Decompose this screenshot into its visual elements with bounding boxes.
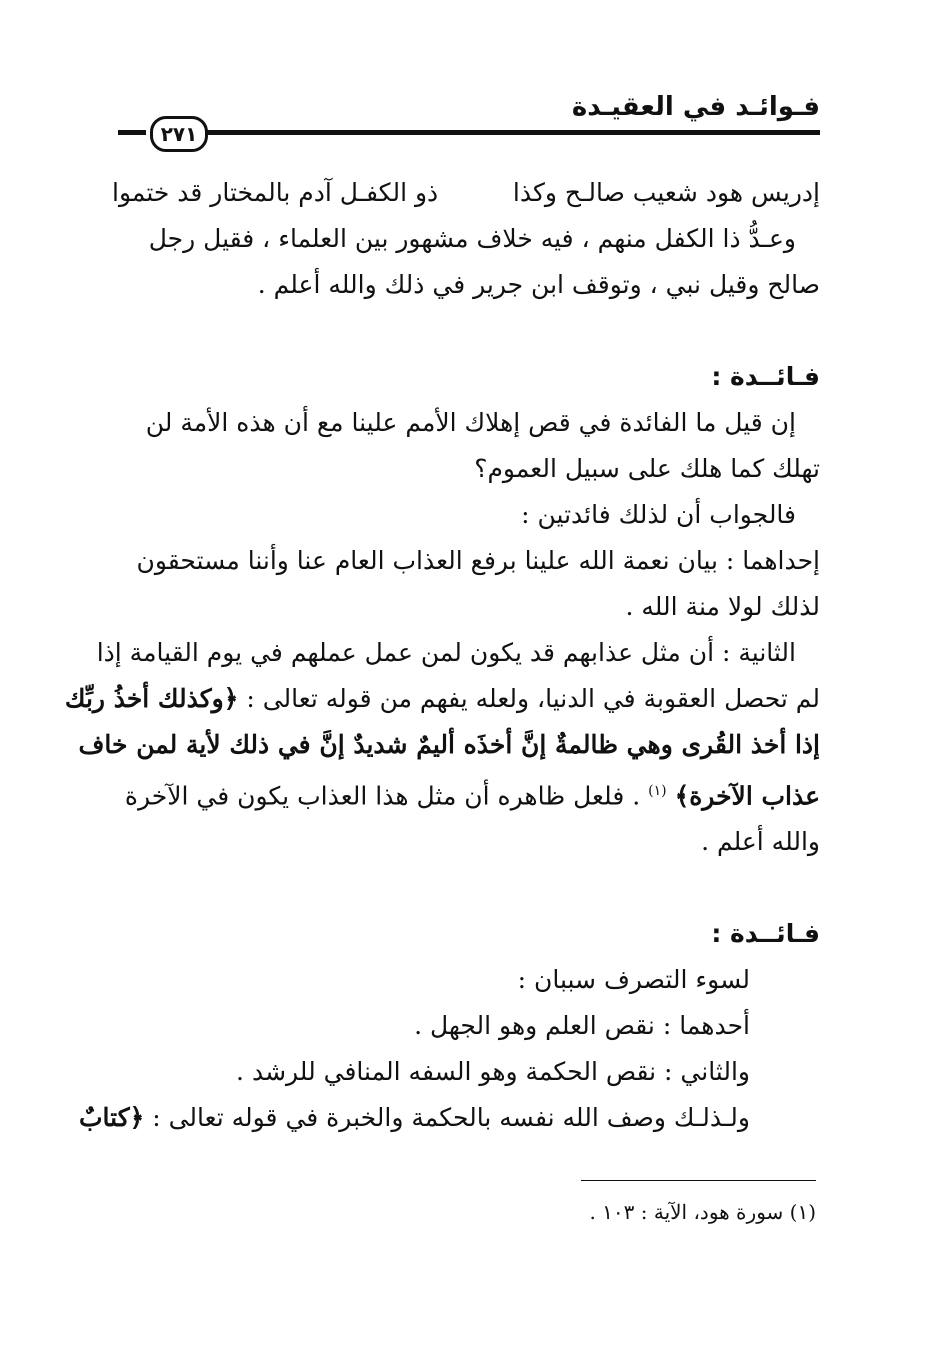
text-line — [64, 676, 820, 722]
quran-quote: إذا أخذ القُرى وهي ظالمةٌ إنَّ أخذَه أليمٌ شديدٌ إنَّ في ذلك لأية لمن خاف — [78, 730, 820, 759]
page-header — [110, 92, 820, 152]
text-line — [112, 768, 820, 819]
poem-verse — [112, 170, 820, 216]
verse-first-hemistich: إدريس هود شعيب صالـح وكذا — [512, 178, 820, 207]
spacer — [112, 308, 820, 354]
text-line: أحدهما : نقص العلم وهو الجهل . — [414, 1011, 750, 1041]
text-line: إحداهما : بيان نعمة الله علينا برفع العذاب العام عنا وأننا مستحقون — [136, 546, 820, 575]
text-run: ولـذلـك وصف الله نفسه بالحكمة والخبرة في قوله تعالى : — [152, 1103, 750, 1133]
quran-quote: ﴿وكذلك أخذُ ربِّك — [64, 684, 239, 713]
page-body — [64, 170, 820, 1141]
text-line: لسوء التصرف سببان : — [517, 965, 750, 995]
text-line: الثانية : أن مثل عذابهم قد يكون لمن عمل عملهم في يوم القيامة إذا — [96, 638, 796, 667]
running-title: فـوائـد في العقيـدة — [571, 92, 820, 122]
text-line: لذلك لولا منة الله . — [625, 592, 820, 621]
text-line: فالجواب أن لذلك فائدتين : — [521, 500, 796, 529]
footnote-separator — [581, 1180, 816, 1181]
text-run: لم تحصل العقوبة في الدنيا، ولعله يفهم من قوله تعالى : — [246, 684, 820, 713]
quran-quote: عذاب الآخرة﴾ — [674, 781, 820, 811]
text-line: والله أعلم . — [701, 827, 820, 857]
header-rule-short — [118, 130, 146, 135]
header-rule — [205, 130, 820, 135]
footnote-reference[interactable]: (١) — [648, 783, 667, 799]
text-line — [79, 1095, 820, 1141]
section-heading: فـائــدة : — [711, 362, 820, 391]
footnote: (١) سورة هود، الآية : ١٠٣ . — [589, 1200, 816, 1224]
section-heading: فـائــدة : — [711, 919, 820, 949]
quran-quote: ﴿كتابٌ — [79, 1103, 145, 1133]
verse-second-hemistich: ذو الكفـل آدم بالمختار قد ختموا — [112, 178, 439, 207]
text-line: تهلك كما هلك على سبيل العموم؟ — [474, 454, 820, 483]
text-line: وعـدُّ ذا الكفل منهم ، فيه خلاف مشهور بين العلماء ، فقيل رجل — [148, 224, 796, 253]
spacer — [112, 865, 820, 911]
text-line: والثاني : نقص الحكمة وهو السفه المنافي للرشد . — [236, 1057, 750, 1087]
page-number: ٢٧١ — [150, 116, 208, 152]
text-line: إن قيل ما الفائدة في قص إهلاك الأمم علينا مع أن هذه الأمة لن — [145, 408, 796, 437]
text-line: صالح وقيل نبي ، وتوقف ابن جرير في ذلك والله أعلم . — [257, 270, 820, 299]
text-run: . فلعل ظاهره أن مثل هذا العذاب يكون في الآخرة — [124, 781, 641, 811]
